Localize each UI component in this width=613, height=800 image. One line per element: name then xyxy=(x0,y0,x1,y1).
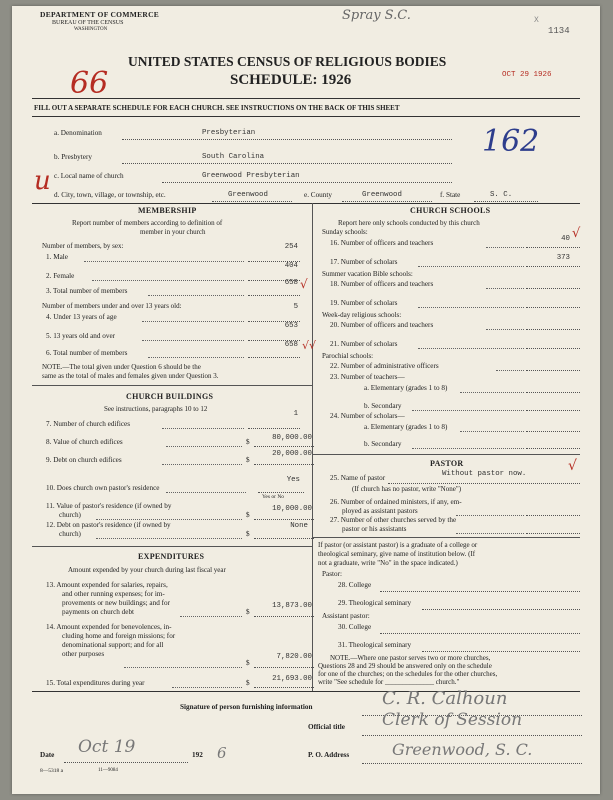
po-address-label: P. O. Address xyxy=(308,751,350,759)
q23b-label: b. Secondary xyxy=(364,402,402,410)
q5-label: 5. 13 years old and over xyxy=(46,332,116,340)
q4-label: 4. Under 13 years of age xyxy=(46,313,117,321)
q7-value[interactable]: 1 xyxy=(248,418,300,429)
q23-label: 23. Number of teachers— xyxy=(330,373,405,381)
washington-label: WASHINGTON xyxy=(74,27,108,32)
q27-label: 27. Number of other churches served by the xyxy=(330,516,457,524)
q6-label: 6. Total number of members xyxy=(46,349,128,357)
q13-label: 13. Amount expended for salaries, repairs, xyxy=(46,581,168,589)
q23b-value[interactable] xyxy=(526,400,580,411)
q26-label-2: ployed as assistant pastors xyxy=(342,507,418,515)
weekday-schools-label: Week-day religious schools: xyxy=(322,311,402,319)
bureau-label: BUREAU OF THE CENSUS xyxy=(52,20,124,26)
q22-label: 22. Number of administrative officers xyxy=(330,362,439,370)
q15-dollar-sign: $ xyxy=(246,679,250,687)
q18-label: 18. Number of officers and teachers xyxy=(330,280,434,288)
q6-value[interactable]: 658 xyxy=(248,347,300,358)
presbytery-label: b. Presbytery xyxy=(54,153,92,161)
membership-heading: MEMBERSHIP xyxy=(138,206,197,215)
county-field[interactable]: Greenwood xyxy=(342,192,432,202)
q9-value[interactable]: 20,000.00 xyxy=(254,454,314,465)
q18-value[interactable] xyxy=(526,278,580,289)
q6-check-icon: √√ xyxy=(302,339,317,352)
q9-label: 9. Debt on church edifices xyxy=(46,456,122,464)
q2-value[interactable]: 404 xyxy=(248,270,300,281)
summer-schools-label: Summer vacation Bible schools: xyxy=(322,270,413,278)
q25-hint: (If church has no pastor, write "None") xyxy=(352,485,462,493)
q7-label: 7. Number of church edifices xyxy=(46,420,131,428)
q15-value[interactable]: 21,693.00 xyxy=(254,677,314,688)
date-received-stamp: OCT 29 1926 xyxy=(502,71,552,79)
pastor-note-2: Questions 28 and 29 should be answered only on the schedule xyxy=(318,662,492,670)
q20-value[interactable] xyxy=(526,319,580,330)
q24b-label: b. Secondary xyxy=(364,440,402,448)
q13-label-4: payments on church debt xyxy=(62,608,135,616)
year-prefix: 192 xyxy=(192,751,203,759)
form-title: UNITED STATES CENSUS OF RELIGIOUS BODIES xyxy=(128,54,447,69)
department-label: DEPARTMENT OF COMMERCE xyxy=(40,10,160,19)
state-field[interactable]: S. C. xyxy=(474,192,538,202)
pastor-college-note-2: theological seminary, give name of institution below. (If xyxy=(318,550,476,558)
date-field[interactable]: Oct 19 xyxy=(64,753,188,763)
q14-label: 14. Amount expended for benevolences, in- xyxy=(46,623,172,631)
pastor-college-note-1: If pastor (or assistant pastor) is a graduate of a college or xyxy=(318,541,478,549)
schools-heading: CHURCH SCHOOLS xyxy=(410,206,491,215)
q1-label: 1. Male xyxy=(46,253,68,261)
expenditures-heading: EXPENDITURES xyxy=(138,552,205,561)
q19-label: 19. Number of scholars xyxy=(330,299,398,307)
date-label: Date xyxy=(40,751,55,759)
q3-check-icon: √ xyxy=(300,277,308,291)
church-name-label: c. Local name of church xyxy=(54,172,124,180)
membership-intro-2: member in your church xyxy=(140,228,206,236)
pastor-sub-label: Pastor: xyxy=(322,570,342,578)
q30-label: 30. College xyxy=(338,623,372,631)
q14-label-3: denominational support; and for all xyxy=(62,641,164,649)
q12-dollar-sign: $ xyxy=(246,530,250,538)
yes-or-no-hint: Yes or No xyxy=(262,494,285,500)
po-address-field[interactable]: Greenwood, S. C. xyxy=(362,754,582,764)
q16-value[interactable]: 40 xyxy=(526,237,580,248)
q14-label-4: other purposes xyxy=(62,650,105,658)
form-schedule: SCHEDULE: 1926 xyxy=(230,72,352,88)
q29-label: 29. Theological seminary xyxy=(338,599,412,607)
q17-value[interactable]: 373 xyxy=(526,256,580,267)
q11-label: 11. Value of pastor's residence (if owned by xyxy=(46,502,172,510)
q28-value[interactable] xyxy=(380,582,580,592)
year-value: 6 xyxy=(217,744,227,762)
buildings-heading: CHURCH BUILDINGS xyxy=(126,392,214,401)
q26-value[interactable] xyxy=(526,505,580,516)
q25-check-icon: √ xyxy=(568,458,577,474)
official-title-label: Official title xyxy=(308,723,345,731)
instructions-line: FILL OUT A SEPARATE SCHEDULE FOR EACH CHURCH. SEE INSTRUCTIONS ON THE BACK OF THIS SHEET xyxy=(34,104,400,112)
census-form xyxy=(12,6,600,794)
q16-check-icon: √ xyxy=(572,226,581,241)
q10-value[interactable]: Yes xyxy=(258,482,304,493)
members-by-sex-label: Number of members, by sex: xyxy=(42,242,124,250)
q14-dollar-sign: $ xyxy=(246,659,250,667)
q21-label: 21. Number of scholars xyxy=(330,340,398,348)
q24-label: 24. Number of scholars— xyxy=(330,412,405,420)
pastor-college-note-3: not a graduate, write "No" in the space indicated.) xyxy=(318,559,458,567)
form-code: 8—5318 a xyxy=(40,768,64,774)
buildings-instructions: See instructions, paragraphs 10 to 12 xyxy=(104,405,208,413)
official-title-field[interactable]: Clerk of Session xyxy=(362,726,582,736)
state-label: f. State xyxy=(440,191,461,199)
form-number-stamp: 1134 xyxy=(548,26,570,36)
sunday-schools-label: Sunday schools: xyxy=(322,228,368,236)
q20-label: 20. Number of officers and teachers xyxy=(330,321,434,329)
q26-label: 26. Number of ordained ministers, if any, em- xyxy=(330,498,462,506)
q4-value[interactable]: 5 xyxy=(248,311,300,322)
pastor-note-3: for one of the churches; on the schedules for the other churches, xyxy=(318,670,498,678)
q31-value[interactable] xyxy=(422,642,580,652)
q8-label: 8. Value of church edifices xyxy=(46,438,123,446)
q27-value[interactable] xyxy=(526,523,580,534)
q3-value[interactable]: 658 xyxy=(248,285,300,296)
x-mark: X xyxy=(534,16,539,25)
q23a-value[interactable] xyxy=(526,382,580,393)
q13-label-3: provements or new buildings; and for xyxy=(62,599,170,607)
denomination-label: a. Denomination xyxy=(54,129,102,137)
q8-value[interactable]: 80,000.00 xyxy=(254,436,314,447)
q27-label-2: pastor or his assistants xyxy=(342,525,407,533)
q11-label-cont: church) xyxy=(59,511,81,519)
print-code: 11—9084 xyxy=(98,768,118,773)
church-name-field[interactable]: Greenwood Presbyterian xyxy=(162,173,452,183)
pastor-note-1: NOTE.—Where one pastor serves two or more churches, xyxy=(330,654,491,662)
q22-value[interactable] xyxy=(526,360,580,371)
q5-value[interactable]: 653 xyxy=(248,330,300,341)
q11-dollar-sign: $ xyxy=(246,511,250,519)
pastor-heading: PASTOR xyxy=(430,459,464,468)
q14-label-2: cluding home and foreign missions; for xyxy=(62,632,176,640)
q24a-value[interactable] xyxy=(526,421,580,432)
q16-label: 16. Number of officers and teachers xyxy=(330,239,434,247)
signature-label: Signature of person furnishing information xyxy=(180,703,313,711)
q13-label-2: and other running expenses; for im- xyxy=(62,590,165,598)
expenditures-intro: Amount expended by your church during last fiscal year xyxy=(68,566,226,574)
q24b-value[interactable] xyxy=(526,438,580,449)
membership-note-1: NOTE.—The total given under Question 6 should be the xyxy=(42,363,201,371)
q12-label-cont: church) xyxy=(59,530,81,538)
q23a-label: a. Elementary (grades 1 to 8) xyxy=(364,384,448,392)
handwritten-six-mark: 66 xyxy=(70,66,109,101)
q25-value[interactable]: Without pastor now. xyxy=(388,474,580,484)
q11-value[interactable]: 10,000.00 xyxy=(254,509,314,520)
q14-value[interactable]: 7,820.00 xyxy=(254,657,314,668)
denomination-field[interactable]: Presbyterian xyxy=(122,130,452,140)
q12-value[interactable]: None xyxy=(254,528,314,539)
parochial-schools-label: Parochial schools: xyxy=(322,352,374,360)
handwritten-state-note: Spray S.C. xyxy=(342,8,411,23)
membership-note-2: same as the total of males and females given under Question 3. xyxy=(42,372,219,380)
q31-label: 31. Theological seminary xyxy=(338,641,412,649)
signature-field[interactable]: C. R. Calhoun xyxy=(362,706,582,716)
q1-value[interactable]: 254 xyxy=(248,251,300,262)
handwritten-number-162: 162 xyxy=(482,124,540,159)
members-by-age-label: Number of members under and over 13 years old: xyxy=(42,302,182,310)
q30-value[interactable] xyxy=(380,624,580,634)
q9-dollar-sign: $ xyxy=(246,456,250,464)
q19-value[interactable] xyxy=(526,297,580,308)
schools-intro: Report here only schools conducted by this church xyxy=(338,219,480,227)
q10-label: 10. Does church own pastor's residence xyxy=(46,484,160,492)
county-label: e. County xyxy=(304,191,332,199)
q29-value[interactable] xyxy=(422,600,580,610)
q2-label: 2. Female xyxy=(46,272,75,280)
q17-label: 17. Number of scholars xyxy=(330,258,398,266)
q25-label: 25. Name of pastor xyxy=(330,474,386,482)
city-field[interactable]: Greenwood xyxy=(212,192,292,202)
q28-label: 28. College xyxy=(338,581,372,589)
assistant-pastor-label: Assistant pastor: xyxy=(322,612,370,620)
handwritten-red-mark: u xyxy=(34,166,51,196)
q15-label: 15. Total expenditures during year xyxy=(46,679,145,687)
presbytery-field[interactable]: South Carolina xyxy=(122,154,452,164)
q13-dollar-sign: $ xyxy=(246,608,250,616)
q8-dollar-sign: $ xyxy=(246,438,250,446)
pastor-note-4: write "See schedule for ______________ church." xyxy=(318,678,460,686)
city-label: d. City, town, village, or township, etc. xyxy=(54,191,166,199)
q21-value[interactable] xyxy=(526,338,580,349)
q24a-label: a. Elementary (grades 1 to 8) xyxy=(364,423,448,431)
q12-label: 12. Debt on pastor's residence (if owned by xyxy=(46,521,171,529)
membership-intro-1: Report number of members according to definition of xyxy=(72,219,223,227)
q3-label: 3. Total number of members xyxy=(46,287,128,295)
q13-value[interactable]: 13,873.00 xyxy=(254,606,314,617)
